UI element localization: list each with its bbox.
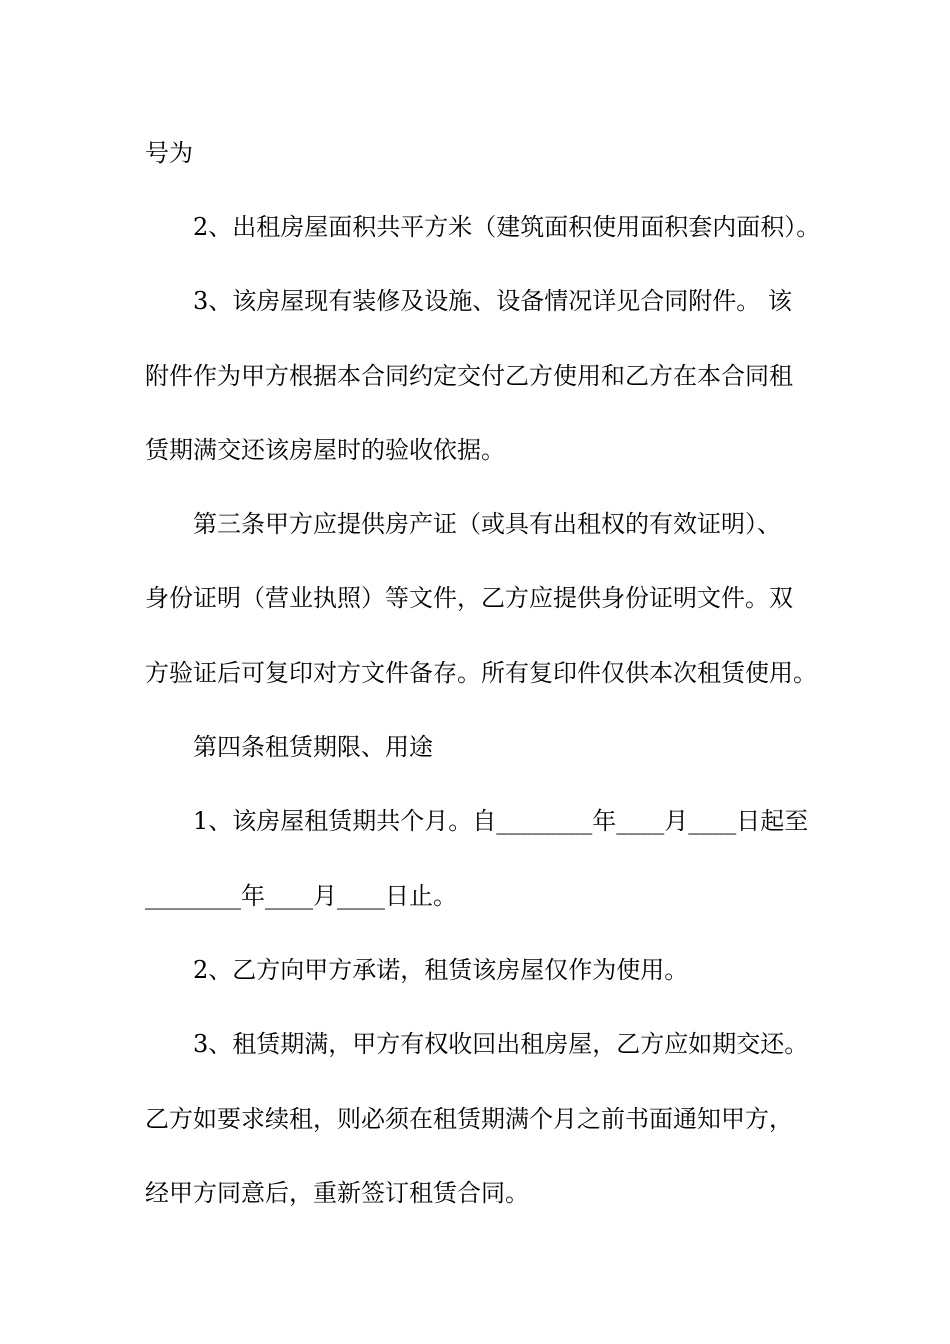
text-line: 3、该房屋现有装修及设施、设备情况详见合同附件。 该 [193,287,792,315]
text-line: 附件作为甲方根据本合同约定交付乙方使用和乙方在本合同租 [145,362,793,390]
text-line: 赁期满交还该房屋时的验收依据。 [145,436,505,464]
text-line: 经甲方同意后，重新签订租赁合同。 [145,1179,529,1207]
text-line: 方验证后可复印对方文件备存。所有复印件仅供本次租赁使用。 [145,659,817,687]
text-line: 号为 [145,139,193,167]
text-line: 乙方如要求续租，则必须在租赁期满个月之前书面通知甲方， [145,1105,793,1133]
text-line: 身份证明（营业执照）等文件，乙方应提供身份证明文件。双 [145,584,793,612]
text-line: 2、出租房屋面积共平方米（建筑面积使用面积套内面积）。 [193,213,821,241]
text-line: ________年____月____日止。 [145,882,457,910]
text-line: 第三条甲方应提供房产证（或具有出租权的有效证明）、 [193,510,781,538]
section-heading: 第四条租赁期限、用途 [193,733,433,761]
text-line: 2、乙方向甲方承诺，租赁该房屋仅作为使用。 [193,956,689,984]
text-line: 3、租赁期满，甲方有权收回出租房屋，乙方应如期交还。 [193,1030,809,1058]
text-line: 1、该房屋租赁期共个月。自________年____月____日起至 [193,807,809,835]
